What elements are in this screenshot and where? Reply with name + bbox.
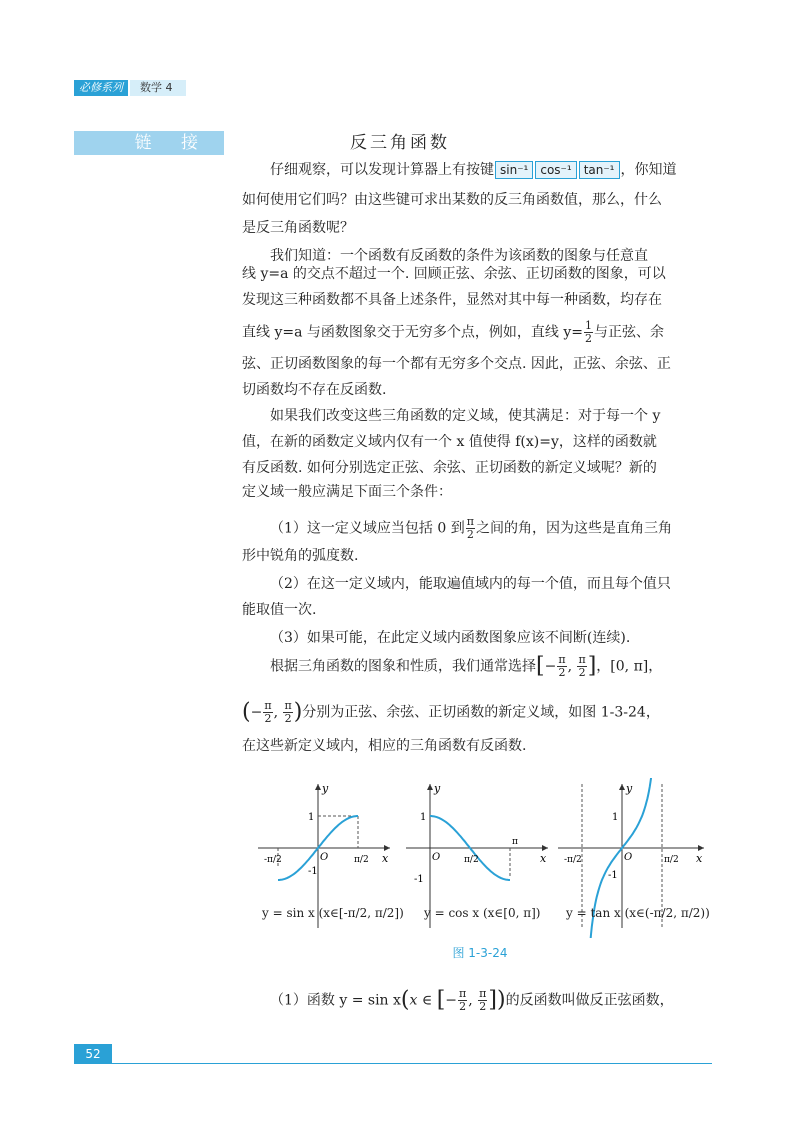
tan-inverse-key: tan⁻¹ xyxy=(579,161,620,179)
cos-inverse-key: cos⁻¹ xyxy=(535,161,576,179)
svg-text:1: 1 xyxy=(420,812,427,823)
fraction-one-half: $\frac{1}{2}$ xyxy=(584,319,592,345)
sin-inverse-key: sin⁻¹ xyxy=(495,161,533,179)
svg-text:y: y xyxy=(626,782,633,795)
condition-1-cont: 形中锐角的弧度数. xyxy=(242,548,359,564)
p1-line3: 是反三角函数呢？ xyxy=(242,220,354,236)
cos-graph-caption: y = cos x (x∈[0, π]) xyxy=(424,906,541,920)
condition-3: （3）如果可能，在此定义域内函数图象应该不间断(连续). xyxy=(270,630,631,646)
condition-1: （1）这一定义域应当包括 0 到 $\frac{\pi}{2}$ 之间的角，因为这些是直角三角 xyxy=(270,515,672,541)
series-tag: 必修系列 xyxy=(74,80,128,96)
svg-text:y: y xyxy=(322,782,329,795)
p5-line1: （1）函数 y = sin x(x ∈ [− $\frac{\pi}{2}$ , $\frac{\pi}{2}$ ])的反函数叫做反正弦函数， xyxy=(270,987,674,1013)
svg-text:-π/2: -π/2 xyxy=(264,855,282,865)
condition-2: （2）在这一定义域内，能取遍值域内的每一个值，而且每个值只 xyxy=(270,576,671,592)
page-number: 52 xyxy=(74,1044,112,1064)
p4-line1: 根据三角函数的图象和性质，我们通常选择[− $\frac{\pi}{2}$ , $\frac{\pi}{2}$ ]，[0, π]， xyxy=(270,653,663,679)
p4-line3: 在这些新定义域内，相应的三角函数有反函数. xyxy=(242,738,527,754)
p1-line1: 仔细观察，可以发现计算器上有按键 sin⁻¹ cos⁻¹ tan⁻¹ ，你知道 xyxy=(270,162,677,178)
svg-text:π/2: π/2 xyxy=(664,855,679,865)
figure-caption: 图 1-3-24 xyxy=(452,946,508,960)
p2-line6: 切函数均不存在反函数. xyxy=(242,382,387,398)
p1-line2: 如何使用它们吗？由这些键可求出某数的反三角函数值，那么，什么 xyxy=(242,192,662,208)
condition-2-cont: 能取值一次. xyxy=(242,602,317,618)
page-title: 反三角函数 xyxy=(350,133,450,153)
svg-text:x: x xyxy=(696,852,703,865)
svg-text:1: 1 xyxy=(612,812,619,823)
p2-line1: 我们知道：一个函数有反函数的条件为该函数的图象与任意直 xyxy=(270,248,648,264)
svg-text:x: x xyxy=(540,852,547,865)
fraction-pi-half: $\frac{\pi}{2}$ xyxy=(466,515,474,541)
p3-line3: 有反函数. 如何分别选定正弦、余弦、正切函数的新定义域呢？新的 xyxy=(242,460,657,476)
svg-text:-π/2: -π/2 xyxy=(564,855,582,865)
svg-text:O: O xyxy=(624,852,633,863)
p2-line4: 直线 y=a 与函数图象交于无穷多个点，例如，直线 y= $\frac{1}{2}$ 与正弦、余 xyxy=(242,319,664,345)
p4-line2: (− $\frac{\pi}{2}$ , $\frac{\pi}{2}$ )分别为正弦、余弦、正切函数的新定义域，如图 1-3-24， xyxy=(242,699,660,725)
svg-text:-1: -1 xyxy=(608,870,618,881)
book-tag: 数学 4 xyxy=(130,80,186,96)
svg-text:-1: -1 xyxy=(308,866,318,877)
svg-text:π/2: π/2 xyxy=(464,855,479,865)
p2-line2: 线 y=a 的交点不超过一个. 回顾正弦、余弦、正切函数的图象，可以 xyxy=(242,266,666,282)
svg-text:-1: -1 xyxy=(414,874,424,885)
svg-text:x: x xyxy=(382,852,389,865)
p3-line4: 定义域一般应满足下面三个条件： xyxy=(242,484,452,500)
tan-graph-caption: y = tan x (x∈(-π/2, π/2)) xyxy=(566,906,710,920)
sin-graph-caption: y = sin x (x∈[-π/2, π/2]) xyxy=(262,906,404,920)
p3-line1: 如果我们改变这些三角函数的定义域，使其满足：对于每一个 y xyxy=(270,408,661,424)
p3-line2: 值，在新的函数定义域内仅有一个 x 值使得 f(x)=y，这样的函数就 xyxy=(242,434,657,450)
svg-text:y: y xyxy=(434,782,441,795)
svg-text:O: O xyxy=(320,852,329,863)
p2-line3: 发现这三种函数都不具备上述条件，显然对其中每一种函数，均存在 xyxy=(242,292,662,308)
sidebar-link-label: 链 接 xyxy=(74,131,224,155)
footer-rule xyxy=(112,1063,712,1064)
p2-line5: 弦、正切函数图象的每一个都有无穷多个交点. 因此，正弦、余弦、正 xyxy=(242,356,671,372)
svg-text:π/2: π/2 xyxy=(354,855,369,865)
svg-text:O: O xyxy=(432,852,441,863)
svg-text:1: 1 xyxy=(308,812,315,823)
svg-text:π: π xyxy=(512,837,518,847)
